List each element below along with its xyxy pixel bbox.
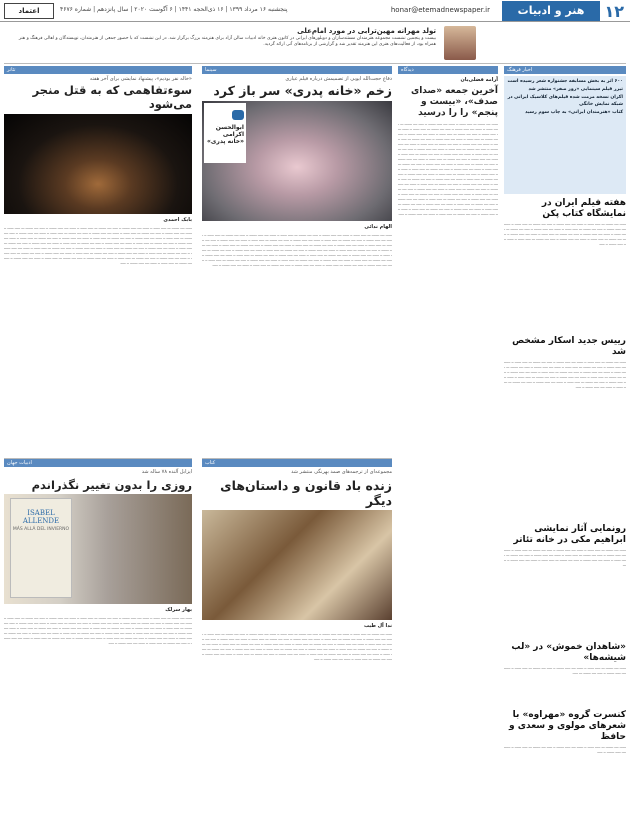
- body-text: ــــــ ــــ ـــــــ ـــ ـــــ ــــــ ــ ــــــ ــــ ـــــ ـــــــ ــ ـــــ ــــ ـــــــ ـــ ـــــ ــــــ ــ ــــــ ــــ ـــــ ـــــــ ــ ـــــ ــــ ـــــــ ـــ ـــــ ــــــ ــ ــــــ ــــ ـــــ ـــــــ ــ ـــــ ــــ ـــــــ ـــ ـــــ ــــــ ــ ــــــ ــــ ـــــ ـــــــ ــ ـــــ ــــ ـــــــ ـــ ـــــ ــــــ ــ ــــــ ــــ ـــــ ـــــــ ــ ـــــ ــــ ـــــــ ـــ ـــــ ــــــ ــ ــــــ ــــ ـــــ ـــــــ ــ ـــــ ــــ ـــــــ ـــ ـــــ ــــــ ــ ــــــ ــــ ـــــ ـــــــ ــ ـــــ ــــ ـــــــ ـــ ـــــ ــــــ ــ ــــــ ــــ ـــــ ـــــــ ــ ـــــ ــــ ـــــــ ـــ ـــــ ــــــ ــ ــــــ ــــ ـــــ ـــــــ ــ ـــــ ــــ ـــــــ ـــ ـــــ ــــــ ــ ــــــ ــــ ـــــ ـــــــ ــ ـــــ ــــ ـــــــ ـــ ـــــ ــــــ ــ ــــــ ــــ ـــــ ـــــــ ــ ـــــ ــــ ـــــــ ـــ ـــــ ــــــ ــ ــــــ ــــ ـــــ ـــــــ ــ ـــــ ــــ ـــــــ ـــ ـــــ ــــــ ــ ــــــ ــــ ـــــ ـــــــ ــ ـــــ ــــ ـــــــ ـــ ـــــ ــــــ ــ ــــــ ــــ ـــــ ـــــــ ــ ـــــ: [202, 632, 392, 661]
- article-title[interactable]: زخم «خانه پدری» سر باز کرد: [213, 83, 392, 98]
- header-email[interactable]: honar@etemadnewspaper.ir: [390, 6, 490, 14]
- newspaper-logo: اعتماد: [4, 3, 54, 19]
- body-text: ــــــ ــــ ـــــــ ـــ ـــــ ــــــ ــ ــــــ ــــ ـــــ ـــــــ ــ ـــــ ــــ ـــــــ ـــ ـــــ ــــــ ــ ــــــ ــــ ـــــ ـــــــ ــ ـــــ ــــ ـــــــ ـــ ـــــ ــــــ ــ ــــــ ــــ ـــــ ـــــــ ــ ـــــ ــــ ـــــــ ـــ ـــــ ــــــ ــ ــــــ ــــ ـــــ ـــــــ ــ ـــــ ــــ ـــــــ ـــ ـــــ ــــــ ــ ــــــ ــــ ـــــ ـــــــ ــ ـــــ ــــ ـــــــ ـــ ـــــ ــــــ ــ ــــــ ــــ ـــــ ـــــــ ــ ـــــ ــــ ـــــــ ـــ ـــــ ــــــ ــ ــــــ ــــ ـــــ ـــــــ ــ ـــــ ــــ ـــــــ ـــ ـــــ ــــــ ــ ــــــ ــــ ـــــ ـــــــ ــ ـــــ ــــ ـــــــ ـــ ـــــ ــــــ ــ ــــــ ــــ ـــــ ـــــــ ــ ـــــ ــــ ـــــــ ـــ ـــــ ــــــ ــ ــــــ ــــ ـــــ ـــــــ ــ ـــــ ــــ ـــــــ ـــ ـــــ ــــــ ــ ــــــ ــــ ـــــ ـــــــ ــ ـــــ ــــ ـــــــ ـــ ـــــ ــــــ ــ ــــــ ــــ ـــــ ـــــــ ــ ـــــ ــــ ـــــــ ـــ ـــــ ــــــ ــ ــــــ ــــ ـــــ ـــــــ ــ ـــــ ــــ ـــــــ ـــ ـــــ ــــــ ــ ــــــ ــــ ـــــ ـــــــ ــ ـــــ ــــ ـــــــ ـــ ـــــ ــــــ ــ ــــــ ــــ ـــــ ـــــــ ــ ـــــ ــــ ـــــــ ـــ ـــــ ــــــ ــ ــــــ ــــ ـــــ ـــــــ ــ ـــــ ــــ ـــــــ ـــ ـــــ ــــــ ــ ــــــ ــــ ـــــ ـــــــ ــ ـــــ ــــ ـــــــ ـــ ـــــ ــــــ ــ ــــــ ــــ ـــــ ـــــــ ــ ـــــ ــــ ـــــــ ـــ ـــــ ــــــ ــ ــــــ ــــ ـــــ ـــــــ ــ ـــــ ــــ ـــــــ ـــ ـــــ ــــــ ــ ــــــ ــــ ـــــ ـــــــ ــ ـــــ ــــ ـــــــ ـــ ـــــ ــــــ ــ ــــــ ــــ ـــــ ـــــــ ــ ـــــ ــــ ـــــــ ـــ ـــــ ــــــ ــ ــــــ ــــ ـــــ ـــــــ ــ ـــــ ــــ ـــــــ ـــ ـــــ ــــــ ــ ــــــ ــــ ـــــ ـــــــ ــ ـــــ ــــ ـــــــ ـــ ـــــ ــــــ ــ ــــــ ــــ ـــــ ـــــــ ــ ـــــ ــــ ـــــــ ـــ ـــــ ــــــ ــ ــــــ ــــ ـــــ ـــــــ ــ ـــــ ــــ ـــــــ ـــ ـــــ ــــــ ــ ــــــ ــــ ـــــ ـــــــ ــ ـــــ: [398, 122, 498, 216]
- birthday-photo: [444, 26, 476, 60]
- article-khaneh-pedari: [202, 66, 392, 456]
- news-headline[interactable]: هفته فیلم ایران در نمایشگاه کتاب پکن: [541, 198, 626, 219]
- book-title: MÁS ALLÁ DEL INVIERNO: [12, 527, 70, 532]
- right-column: [504, 66, 626, 816]
- body-text: ــــــ ــــ ـــــــ ـــ ـــــ ــــــ ــ ــــــ ــــ ـــــ ـــــــ ــ ـــــ ــــ ـــــــ ـــ ـــــ ــــــ ــ ــــــ ــــ ـــــ ـــــــ ــ ـــــ ــــ ـــــــ ـــ ـــــ ــــــ ــ ــــــ ــــ ـــــ ـــــــ ــ ـــــ ــــ ـــــــ ـــ ـــــ ــــــ ــ ــــــ ــــ ـــــ ـــــــ ــ ـــــ ــــ ـــــــ ـــ ـــــ ــــــ ــ ــــــ ــــ ـــــ ـــــــ ــ ـــــ ــــ ـــــــ ـــ ـــــ ــــــ ــ ــــــ ــــ ـــــ ـــــــ ــ ـــــ ــــ ـــــــ ـــ ـــــ ــــــ ــ ــــــ ــــ ـــــ ـــــــ ــ ـــــ ــــ ـــــــ ـــ ـــــ ــــــ ــ ــــــ ــــ ـــــ ـــــــ ــ ـــــ ــــ ـــــــ ـــ ـــــ ــــــ ــ ــــــ ــــ ـــــ ـــــــ ــ ـــــ: [504, 360, 626, 389]
- category-bar: ادبیات جهان: [4, 459, 192, 467]
- header-date: پنجشنبه ۱۶ مرداد ۱۳۹۹ | ۱۶ ذی‌الحجه ۱۴۴۱ | ۶ آگوست ۲۰۲۰ | سال پانزدهم | شماره ۴۶۷۶: [60, 6, 288, 13]
- article-title[interactable]: روزی را بدون تغییر نگذراندم: [31, 478, 192, 492]
- news-item[interactable]: ۶۰۰ اثر به بخش مسابقه جشنواره شعر رسیده است: [507, 79, 623, 84]
- body-text: ــــــ ــــ ـــــــ ـــ ـــــ ــــــ ــ ــــــ ــــ ـــــ ـــــــ ــ ـــــ ــــ ـــــــ ـــ ـــــ ــــــ ــ ــــــ ــــ ـــــ ـــــــ ــ ـــــ ــــ ـــــــ ـــ ـــــ ــــــ ــ ــــــ ــــ ـــــ ـــــــ ــ ـــــ ــــ ـــــــ ـــ ـــــ ــــــ ــ ــــــ ــــ ـــــ ـــــــ ــ ـــــ ــــ ـــــــ ـــ ـــــ ــــــ ــ ــــــ ــــ ـــــ ـــــــ ــ ـــــ ــــ ـــــــ ـــ ـــــ ــــــ ــ ــــــ ــــ ـــــ ـــــــ ــ ـــــ ــــ ـــــــ ـــ ـــــ ــــــ ــ ــــــ ــــ ـــــ ـــــــ ــ ـــــ ــــ ـــــــ ـــ ـــــ ــــــ ــ ــــــ ــــ ـــــ ـــــــ ــ ـــــ ــــ ـــــــ ـــ ـــــ ــــــ ــ ــــــ ــــ ـــــ ـــــــ ــ ـــــ ــــ ـــــــ ـــ ـــــ ــــــ ــ ــــــ ــــ ـــــ ـــــــ ــ ـــــ ــــ ـــــــ ـــ ـــــ ــــــ ــ ــــــ ــــ ـــــ ـــــــ ــ ـــــ ــــ ـــــــ ـــ ـــــ ــــــ ــ ــــــ ــــ ـــــ ـــــــ ــ ـــــ ــــ ـــــــ ـــ ـــــ ــــــ ــ ــــــ ــــ ـــــ ـــــــ ــ ـــــ ــــ ـــــــ ـــ ـــــ ــــــ ــ ــــــ ــــ ـــــ ـــــــ ــ ـــــ: [4, 616, 192, 645]
- category-bar: سینما: [202, 66, 392, 74]
- category-bar: اخبار فرهنگ: [504, 66, 626, 74]
- news-headline[interactable]: رونمایی آثار نمایشی ابراهیم مکی در خانه تئاتر: [513, 524, 626, 545]
- body-text: ــــــ ــــ ـــــــ ـــ ـــــ ــــــ ــ ــــــ ــــ ـــــ ـــــــ ــ ـــــ ــــ ـــــــ ـــ ـــــ ــــــ ــ ــــــ ــــ ـــــ ـــــــ ــ ـــــ ــــ ـــــــ ـــ ـــــ ــــــ ــ ــــــ ــــ ـــــ ـــــــ ــ ـــــ ــــ ـــــــ ـــ ـــــ ــــــ ــ ــــــ ــــ ـــــ ـــــــ ــ ـــــ ــــ ـــــــ ـــ ـــــ ــــــ ــ ــــــ ــــ ـــــ ـــــــ ــ ـــــ ــــ ـــــــ ـــ ـــــ ــــــ ــ ــــــ ــــ ـــــ ـــــــ ــ ـــــ ــــ ـــــــ ـــ ـــــ ــــــ ــ ــــــ ــــ ـــــ ـــــــ ــ ـــــ ــــ ـــــــ ـــ ـــــ ــــــ ــ ــــــ ــــ ـــــ ـــــــ ــ ـــــ ــــ ـــــــ ـــ ـــــ ــــــ ــ ــــــ ــــ ـــــ ـــــــ ــ ـــــ ــــ ـــــــ ـــ ـــــ ــــــ ــ ــــــ ــــ ـــــ ـــــــ ــ ـــــ ــــ ـــــــ ـــ ـــــ ــــــ ــ ــــــ ــــ ـــــ ـــــــ ــ ـــــ ــــ ـــــــ ـــ ـــــ ــــــ ــ ــــــ ــــ ـــــ ـــــــ ــ ـــــ ــــ ـــــــ ـــ ـــــ ــــــ ــ ــــــ ــــ ـــــ ـــــــ ــ ـــــ ــــ ـــــــ ـــ ـــــ ــــــ ــ ــــــ ــــ ـــــ ـــــــ ــ ـــــ ــــ ـــــــ ـــ ـــــ ــــــ ــ ــــــ ــــ ـــــ ـــــــ ــ ـــــ ــــ ـــــــ ـــ ـــــ ــــــ ــ ــــــ ــــ ـــــ ـــــــ ــ ـــــ ــــ ـــــــ ـــ ـــــ ــــــ ــ ــــــ ــــ ـــــ ـــــــ ــ ـــــ ــــ ـــــــ ـــ ـــــ ــــــ ــ ــــــ ــــ ـــــ ـــــــ ــ ـــــ ــــ ـــــــ ـــ ـــــ ــــــ ــ ــــــ ــــ ـــــ ـــــــ ــ ـــــ: [4, 226, 192, 265]
- article-allende: [4, 458, 192, 818]
- stage-photo: [4, 114, 192, 214]
- birthday-text: بیست و پنجمین نشست مجموعه هنرمندان مستندسازان و دوبلورهای ایرانی در کانون هنری خانه ادبیات سالن آزاد برای هنرمند بزرگ برگزار شد. در این نشست که با حضور جمعی از هنرمندان، نویسندگان و اهالی فرهنگ و هنر همراه بود، از فعالیت‌های هنری این هنرمند تقدیر شد و گزارشی از برنامه‌های آتی ارائه گردید.: [18, 36, 436, 47]
- author-name: بهار سرلک: [165, 607, 192, 613]
- page-number: ۱۲: [604, 2, 624, 21]
- article-subtitle: دفاع حجت‌الله ایوبی از تصمیمش درباره فیلم عیاری: [285, 76, 392, 82]
- body-text: ــــــ ــــ ـــــــ ـــ ـــــ ــــــ ــ ــــــ ــــ ـــــ ـــــــ ــ ـــــ ــــ ـــــــ ـــ ـــــ ــــــ ــ ــــــ ــــ ـــــ ـــــــ ــ ـــــ ــــ ـــــــ ـــ ـــــ ــــــ ــ ــــــ ــــ ـــــ ـــــــ ــ ـــــ ــــ ـــــــ ـــ ـــــ ــــــ ــ ــــــ ــــ ـــــ ـــــــ ــ ـــــ ــــ ـــــــ ـــ ـــــ ــــــ ــ ــــــ ــــ ـــــ ـــــــ ــ ـــــ: [504, 548, 626, 567]
- article-subtitle: «خاله نفر بودیم»، پیشنهاد نمایشی برای آخر هفته: [89, 76, 192, 82]
- news-box: [504, 76, 626, 194]
- portrait-illustration: [202, 510, 392, 620]
- page-header: [0, 0, 630, 22]
- author-photo: [4, 494, 192, 604]
- news-headline[interactable]: رییس جدید اسکار مشخص شد: [512, 336, 626, 357]
- article-theatre: [4, 66, 192, 456]
- pull-quote: ابوالحسن اکرامی «خانه پدری»: [204, 103, 246, 163]
- birthday-title: تولد مهرانه مهین‌ترابی در مورد امام‌علی: [297, 27, 436, 35]
- body-text: ــــــ ــــ ـــــــ ـــ ـــــ ــــــ ــ ــــــ ــــ ـــــ ـــــــ ــ ـــــ ــــ ـــــــ ـــ ـــــ ــــــ ــ ــــــ ــــ ـــــ ـــــــ ــ ـــــ ــــ ـــــــ ـــ ـــــ ــــــ ــ ــــــ ــــ ـــــ ـــــــ ــ ـــــ ــــ ـــــــ ـــ ـــــ ــــــ ــ ــــــ ــــ ـــــ ـــــــ ــ ـــــ ــــ ـــــــ ـــ ـــــ ــــــ ــ ــــــ ــــ ـــــ ـــــــ ــ ـــــ ــــ ـــــــ ـــ ـــــ ــــــ ــ ــــــ ــــ ـــــ ـــــــ ــ ـــــ ــــ ـــــــ ـــ ـــــ ــــــ ــ ــــــ ــــ ـــــ ـــــــ ــ ـــــ: [504, 222, 626, 246]
- book-author: ISABEL ALLENDE: [22, 509, 60, 525]
- opinion-column: [398, 66, 498, 816]
- book-cover: [10, 498, 72, 598]
- article-subtitle: مجموعه‌ای از ترجمه‌های صمد بهرنگی منتشر شد: [291, 469, 392, 475]
- news-headline[interactable]: کنسرت گروه «مهراوه» با شعرهای مولوی و سعدی و حافظ: [509, 710, 626, 742]
- news-item[interactable]: کتاب «هنرمندان ایرانی» به چاپ سوم رسید: [525, 109, 623, 115]
- news-headline[interactable]: «شاهدان خموش» در «لب شیشه‌ها»: [511, 642, 626, 663]
- quote-icon: [232, 110, 244, 120]
- article-book: [202, 458, 392, 818]
- author-name: بابک احمدی: [163, 217, 192, 223]
- body-text: ــــــ ــــ ـــــــ ـــ ـــــ ــــــ ــ ــــــ ــــ ـــــ ـــــــ ــ ـــــ ــــ ـــــــ ـــ ـــــ ــــــ ــ ــــــ ــــ ـــــ ـــــــ ــ ـــــ ــــ ـــــــ ـــ ـــــ: [504, 666, 626, 675]
- author-name: آرامه فضلی‌یان: [460, 77, 498, 83]
- news-item[interactable]: تیزر فیلم سینمایی «روز صفر» منتشر شد: [528, 87, 623, 93]
- category-bar: دیدگاه: [398, 66, 498, 74]
- article-title[interactable]: سوءتفاهمی که به قتل منجر می‌شود: [32, 83, 192, 111]
- birthday-box: [4, 24, 626, 64]
- section-title: هنر و ادبیات: [502, 1, 600, 21]
- article-title[interactable]: زنده باد قانون و داستان‌های دیگر: [220, 478, 392, 508]
- article-photo: [202, 101, 392, 221]
- body-text: ــــــ ــــ ـــــــ ـــ ـــــ ــــــ ــ ــــــ ــــ ـــــ ـــــــ ــ ـــــ ــــ ـــــــ ـــ ـــــ ــــــ ــ ــــــ ــــ ـــــ ـــــــ ــ ـــــ: [504, 745, 626, 754]
- article-subtitle: ایزابل آلنده ۷۸ ساله شد: [141, 469, 192, 475]
- news-item[interactable]: اکران نسخه مرمت شده فیلم‌های کلاسیک ایرانی در شبکه نمایش خانگی: [507, 95, 623, 107]
- opinion-title[interactable]: آخرین جمعه «صدای صدف»، «بیست و پنجم» را را درسید: [410, 86, 498, 118]
- body-text: ــــــ ــــ ـــــــ ـــ ـــــ ــــــ ــ ــــــ ــــ ـــــ ـــــــ ــ ـــــ ــــ ـــــــ ـــ ـــــ ــــــ ــ ــــــ ــــ ـــــ ـــــــ ــ ـــــ ــــ ـــــــ ـــ ـــــ ــــــ ــ ــــــ ــــ ـــــ ـــــــ ــ ـــــ ــــ ـــــــ ـــ ـــــ ــــــ ــ ــــــ ــــ ـــــ ـــــــ ــ ـــــ ــــ ـــــــ ـــ ـــــ ــــــ ــ ــــــ ــــ ـــــ ـــــــ ــ ـــــ ــــ ـــــــ ـــ ـــــ ــــــ ــ ــــــ ــــ ـــــ ـــــــ ــ ـــــ ــــ ـــــــ ـــ ـــــ ــــــ ــ ــــــ ــــ ـــــ ـــــــ ــ ـــــ ــــ ـــــــ ـــ ـــــ ــــــ ــ ــــــ ــــ ـــــ ـــــــ ــ ـــــ ــــ ـــــــ ـــ ـــــ ــــــ ــ ــــــ ــــ ـــــ ـــــــ ــ ـــــ ــــ ـــــــ ـــ ـــــ ــــــ ــ ــــــ ــــ ـــــ ـــــــ ــ ـــــ ــــ ـــــــ ـــ ـــــ ــــــ ــ ــــــ ــــ ـــــ ـــــــ ــ ـــــ ــــ ـــــــ ـــ ـــــ ــــــ ــ ــــــ ــــ ـــــ ـــــــ ــ ـــــ ــــ ـــــــ ـــ ـــــ ــــــ ــ ــــــ ــــ ـــــ ـــــــ ــ ـــــ ــــ ـــــــ ـــ ـــــ ــــــ ــ ــــــ ــــ ـــــ ـــــــ ــ ـــــ ــــ ـــــــ ـــ ـــــ ــــــ ــ ــــــ ــــ ـــــ ـــــــ ــ ـــــ ــــ ـــــــ ـــ ـــــ ــــــ ــ ــــــ ــــ ـــــ ـــــــ ــ ـــــ ــــ ـــــــ ـــ ـــــ ــــــ ــ ــــــ ــــ ـــــ ـــــــ ــ ـــــ ــــ ـــــــ ـــ ـــــ ــــــ ــ ــــــ ــــ ـــــ ـــــــ ــ ـــــ: [202, 233, 392, 267]
- author-name: الهام ندائی: [364, 224, 392, 230]
- category-bar: تئاتر: [4, 66, 192, 74]
- author-name: ندا آل طیب: [363, 623, 392, 629]
- category-bar: کتاب: [202, 459, 392, 467]
